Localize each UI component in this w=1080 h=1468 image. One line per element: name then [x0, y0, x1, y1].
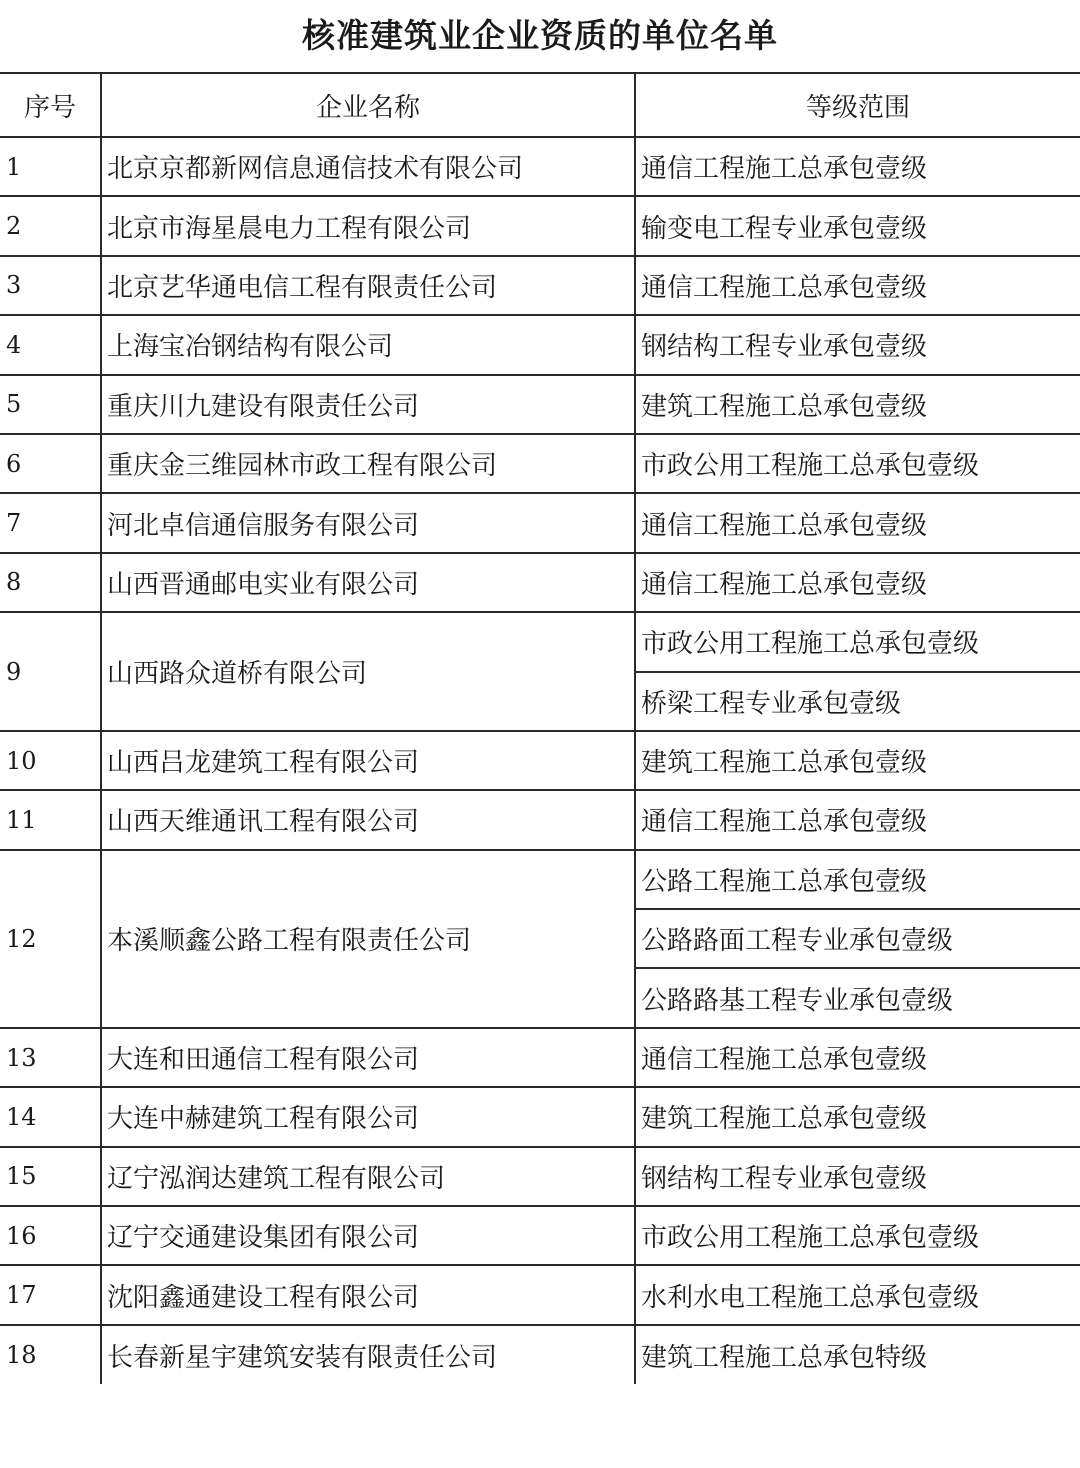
company-name-cell: 山西吕龙建筑工程有限公司 — [101, 731, 635, 790]
qualification-level-cell: 水利水电工程施工总承包壹级 — [635, 1265, 1080, 1324]
company-name-cell: 大连和田通信工程有限公司 — [101, 1028, 635, 1087]
table-row — [0, 850, 1080, 909]
table-body — [0, 137, 1080, 1384]
table-row — [0, 256, 1080, 315]
company-name-cell: 长春新星宇建筑安装有限责任公司 — [101, 1325, 635, 1384]
table-row — [0, 1147, 1080, 1206]
table-row — [0, 1325, 1080, 1384]
table-row — [0, 315, 1080, 374]
qualification-level-cell: 通信工程施工总承包壹级 — [635, 790, 1080, 849]
qualification-level-cell: 通信工程施工总承包壹级 — [635, 1028, 1080, 1087]
company-name-cell: 重庆川九建设有限责任公司 — [101, 375, 635, 434]
serial-number-cell: 16 — [0, 1206, 101, 1265]
serial-number-cell: 17 — [0, 1265, 101, 1324]
table-row — [0, 1206, 1080, 1265]
qualification-level-cell: 建筑工程施工总承包壹级 — [635, 1087, 1080, 1146]
company-name-cell: 北京市海星晨电力工程有限公司 — [101, 196, 635, 255]
qualification-level-cell: 公路路面工程专业承包壹级 — [635, 909, 1080, 968]
company-name-cell: 上海宝冶钢结构有限公司 — [101, 315, 635, 374]
header-serial-number: 序号 — [0, 73, 101, 137]
table-row — [0, 1087, 1080, 1146]
serial-number-cell: 2 — [0, 196, 101, 255]
table-row — [0, 731, 1080, 790]
serial-number-cell: 4 — [0, 315, 101, 374]
serial-number-cell: 1 — [0, 137, 101, 196]
company-name-cell: 大连中赫建筑工程有限公司 — [101, 1087, 635, 1146]
serial-number-cell: 5 — [0, 375, 101, 434]
company-name-cell: 北京艺华通电信工程有限责任公司 — [101, 256, 635, 315]
table-row — [0, 137, 1080, 196]
company-name-cell: 辽宁泓润达建筑工程有限公司 — [101, 1147, 635, 1206]
serial-number-cell: 10 — [0, 731, 101, 790]
company-name-cell: 山西晋通邮电实业有限公司 — [101, 553, 635, 612]
company-name-cell: 山西天维通讯工程有限公司 — [101, 790, 635, 849]
qualification-level-cell: 建筑工程施工总承包壹级 — [635, 731, 1080, 790]
table-header-row — [0, 73, 1080, 137]
qualification-level-cell: 市政公用工程施工总承包壹级 — [635, 434, 1080, 493]
qualification-level-cell: 通信工程施工总承包壹级 — [635, 553, 1080, 612]
qualification-level-cell: 市政公用工程施工总承包壹级 — [635, 1206, 1080, 1265]
header-company-name: 企业名称 — [101, 73, 635, 137]
table-row — [0, 1265, 1080, 1324]
serial-number-cell: 13 — [0, 1028, 101, 1087]
table-row — [0, 1028, 1080, 1087]
serial-number-cell: 15 — [0, 1147, 101, 1206]
qualification-level-cell: 通信工程施工总承包壹级 — [635, 493, 1080, 552]
qualification-level-cell: 建筑工程施工总承包特级 — [635, 1325, 1080, 1384]
table-row — [0, 553, 1080, 612]
table-row — [0, 790, 1080, 849]
qualification-table — [0, 72, 1080, 1384]
serial-number-cell: 6 — [0, 434, 101, 493]
company-name-cell: 河北卓信通信服务有限公司 — [101, 493, 635, 552]
table-row — [0, 612, 1080, 671]
serial-number-cell: 7 — [0, 493, 101, 552]
company-name-cell: 山西路众道桥有限公司 — [101, 612, 635, 731]
company-name-cell: 重庆金三维园林市政工程有限公司 — [101, 434, 635, 493]
serial-number-cell: 12 — [0, 850, 101, 1028]
company-name-cell: 沈阳鑫通建设工程有限公司 — [101, 1265, 635, 1324]
qualification-level-cell: 建筑工程施工总承包壹级 — [635, 375, 1080, 434]
qualification-level-cell: 公路路基工程专业承包壹级 — [635, 968, 1080, 1027]
qualification-level-cell: 桥梁工程专业承包壹级 — [635, 672, 1080, 731]
table-row — [0, 434, 1080, 493]
serial-number-cell: 18 — [0, 1325, 101, 1384]
serial-number-cell: 14 — [0, 1087, 101, 1146]
qualification-level-cell: 钢结构工程专业承包壹级 — [635, 1147, 1080, 1206]
qualification-level-cell: 公路工程施工总承包壹级 — [635, 850, 1080, 909]
table-row — [0, 375, 1080, 434]
header-qualification-level: 等级范围 — [635, 73, 1080, 137]
qualification-level-cell: 通信工程施工总承包壹级 — [635, 256, 1080, 315]
company-name-cell: 本溪顺鑫公路工程有限责任公司 — [101, 850, 635, 1028]
table-row — [0, 493, 1080, 552]
page-title: 核准建筑业企业资质的单位名单 — [302, 16, 778, 55]
table-row — [0, 196, 1080, 255]
company-name-cell: 北京京都新网信息通信技术有限公司 — [101, 137, 635, 196]
company-name-cell: 辽宁交通建设集团有限公司 — [101, 1206, 635, 1265]
qualification-level-cell: 市政公用工程施工总承包壹级 — [635, 612, 1080, 671]
serial-number-cell: 8 — [0, 553, 101, 612]
serial-number-cell: 9 — [0, 612, 101, 731]
serial-number-cell: 3 — [0, 256, 101, 315]
qualification-level-cell: 通信工程施工总承包壹级 — [635, 137, 1080, 196]
qualification-level-cell: 输变电工程专业承包壹级 — [635, 196, 1080, 255]
serial-number-cell: 11 — [0, 790, 101, 849]
qualification-level-cell: 钢结构工程专业承包壹级 — [635, 315, 1080, 374]
